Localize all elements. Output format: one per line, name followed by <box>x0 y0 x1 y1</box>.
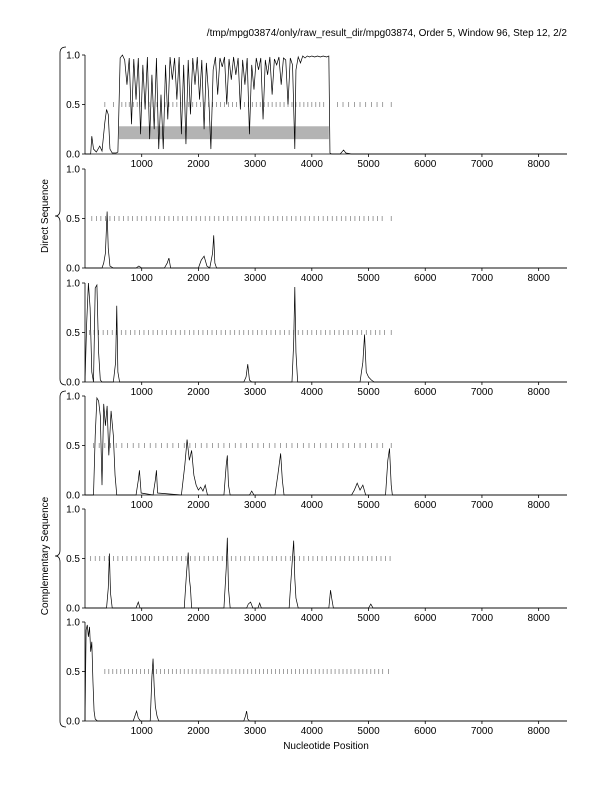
x-tick-label: 1000 <box>130 613 153 624</box>
x-tick-label: 3000 <box>243 387 267 398</box>
x-tick-label: 2000 <box>187 500 210 511</box>
group-label-direct: Direct Sequence <box>40 179 51 253</box>
x-tick-label: 4000 <box>300 159 323 170</box>
y-tick-label: 0.0 <box>66 377 80 389</box>
y-tick-label: 1.0 <box>66 391 80 403</box>
panel-2 <box>66 165 567 285</box>
y-tick-label: 0.5 <box>66 554 80 565</box>
panel-1 <box>66 51 567 171</box>
group-brace-complementary <box>55 391 66 727</box>
y-tick-label: 0.0 <box>66 603 80 615</box>
x-tick-label: 2000 <box>187 613 210 624</box>
x-tick-label: 8000 <box>527 726 550 737</box>
x-tick-label: 1000 <box>130 273 153 284</box>
panel-5 <box>66 505 567 625</box>
x-tick-label: 3000 <box>243 500 267 511</box>
x-tick-label: 5000 <box>357 159 380 170</box>
x-tick-label: 7000 <box>470 387 494 398</box>
x-tick-label: 8000 <box>527 613 550 624</box>
x-tick-label: 3000 <box>243 613 267 624</box>
x-axis-label: Nucleotide Position <box>283 741 369 752</box>
panel-6 <box>66 618 567 738</box>
x-tick-label: 6000 <box>414 159 437 170</box>
x-tick-label: 5000 <box>357 726 380 737</box>
y-tick-label: 1.0 <box>66 278 80 290</box>
x-tick-label: 5000 <box>357 273 380 284</box>
x-tick-label: 8000 <box>527 159 550 170</box>
series-line <box>85 212 567 268</box>
y-tick-label: 0.0 <box>66 716 80 728</box>
x-tick-label: 4000 <box>300 726 323 737</box>
y-tick-label: 0.5 <box>66 214 80 225</box>
x-tick-label: 4000 <box>300 500 323 511</box>
y-tick-label: 0.5 <box>66 100 80 111</box>
x-tick-label: 1000 <box>130 726 153 737</box>
y-tick-label: 0.0 <box>66 490 80 502</box>
y-tick-label: 0.5 <box>66 441 80 452</box>
x-tick-label: 2000 <box>187 387 210 398</box>
x-tick-label: 1000 <box>130 500 153 511</box>
x-tick-label: 6000 <box>414 726 437 737</box>
x-tick-label: 4000 <box>300 613 323 624</box>
y-tick-label: 0.5 <box>66 667 80 678</box>
y-tick-label: 0.0 <box>66 263 80 275</box>
panels-container <box>66 51 567 738</box>
y-tick-label: 1.0 <box>66 504 80 516</box>
series-line <box>85 538 567 608</box>
x-tick-label: 2000 <box>187 159 210 170</box>
x-tick-label: 7000 <box>470 613 494 624</box>
x-tick-label: 8000 <box>527 500 550 511</box>
x-tick-label: 7000 <box>470 726 494 737</box>
series-line <box>85 625 567 721</box>
x-tick-label: 3000 <box>243 273 267 284</box>
y-tick-label: 0.5 <box>66 328 80 339</box>
x-tick-label: 3000 <box>243 726 267 737</box>
x-tick-label: 2000 <box>187 726 210 737</box>
x-tick-label: 4000 <box>300 273 323 284</box>
x-tick-label: 6000 <box>414 500 437 511</box>
group-brace-direct <box>55 47 66 385</box>
x-tick-label: 3000 <box>243 159 267 170</box>
y-tick-label: 0.0 <box>66 149 80 161</box>
x-tick-label: 6000 <box>414 387 437 398</box>
x-tick-label: 1000 <box>130 387 153 398</box>
x-tick-label: 6000 <box>414 273 437 284</box>
x-tick-label: 6000 <box>414 613 437 624</box>
x-tick-label: 2000 <box>187 273 210 284</box>
x-tick-label: 8000 <box>527 273 550 284</box>
x-tick-label: 7000 <box>470 273 494 284</box>
x-tick-label: 5000 <box>357 500 380 511</box>
x-tick-label: 7000 <box>470 159 494 170</box>
group-label-complementary: Complementary Sequence <box>40 496 51 616</box>
x-tick-label: 4000 <box>300 387 323 398</box>
x-tick-label: 8000 <box>527 387 550 398</box>
y-tick-label: 1.0 <box>66 617 80 629</box>
panel-3 <box>66 279 567 399</box>
y-tick-label: 1.0 <box>66 50 80 62</box>
highlight-band <box>119 126 329 139</box>
y-tick-label: 1.0 <box>66 164 80 176</box>
chart-title: /tmp/mpg03874/only/raw_result_dir/mpg03874, Order 5, Window 96, Step 12, 2/2 <box>206 28 567 39</box>
x-tick-label: 1000 <box>130 159 153 170</box>
x-tick-label: 5000 <box>357 387 380 398</box>
panel-4 <box>66 392 567 512</box>
x-tick-label: 7000 <box>470 500 494 511</box>
x-tick-label: 5000 <box>357 613 380 624</box>
